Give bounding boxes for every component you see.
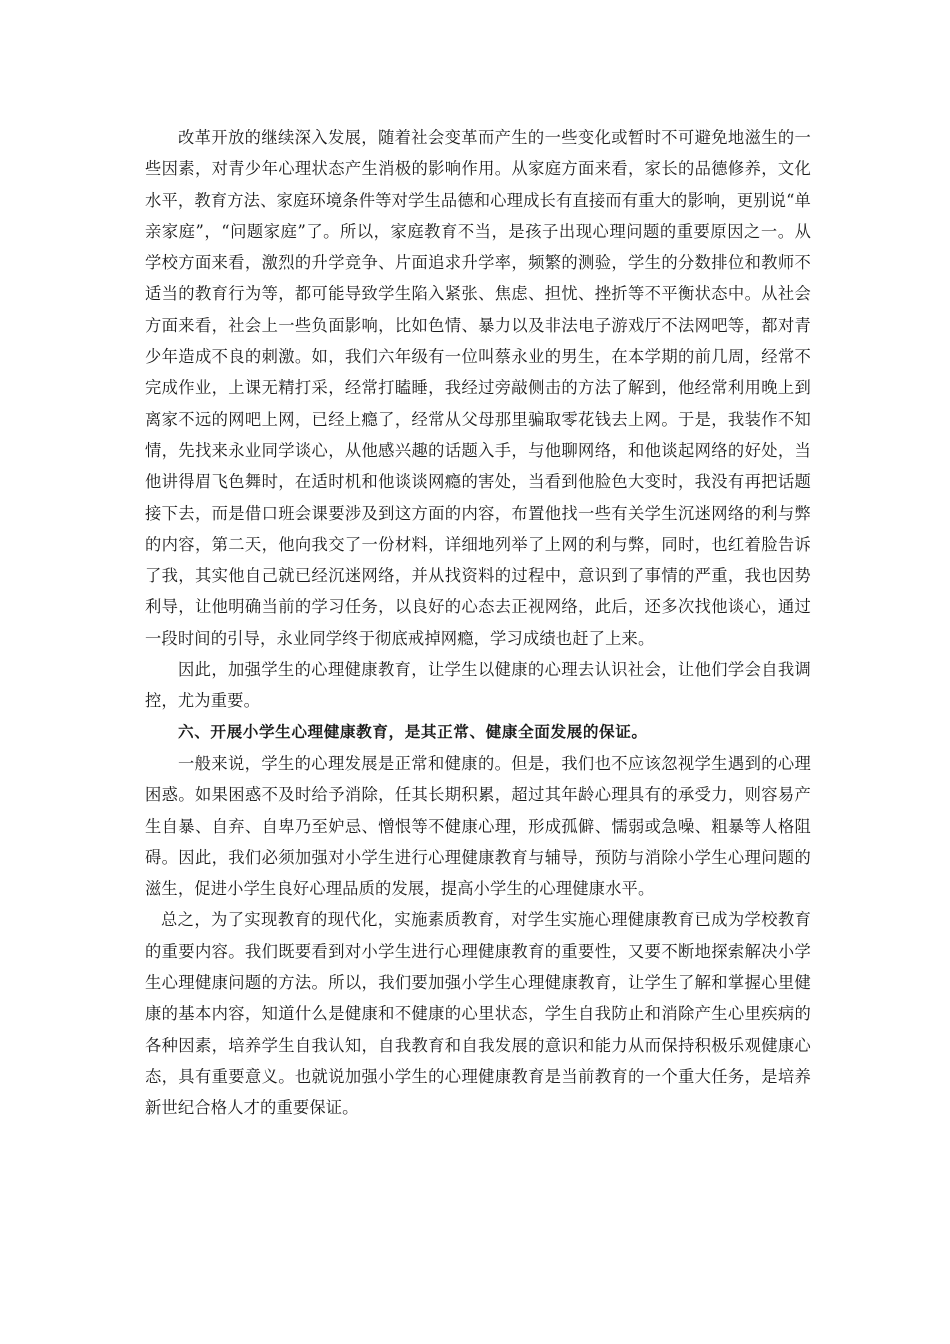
section-heading-six: 六、开展小学生心理健康教育，是其正常、健康全面发展的保证。 — [178, 722, 648, 741]
paragraph-generally-speaking: 一般来说，学生的心理发展是正常和健康的。但是，我们也不应该忽视学生遇到的心理困惑。如果困惑不及时给予消除，任其长期积累，超过其年龄心理具有的承受力，则容易产生自暴、自弃、自卑乃至妒忌、憎恨等不健康心理，形成孤僻、懦弱或急噪、粗暴等人格阻碍。因此，我们必须加强对小学生进行心理健康教育与辅导，预防与消除小学生心理问题的滋生，促进小学生良好心理品质的发展，提高小学生的心理健康水平。 — [145, 753, 811, 899]
paragraph-conclusion: 总之，为了实现教育的现代化，实施素质教育，对学生实施心理健康教育已成为学校教育的重要内容。我们既要看到对小学生进行心理健康教育的重要性，又要不断地探索解决小学生心理健康问题的方法。所以，我们要加强小学生心理健康教育，让学生了解和掌握心里健康的基本内容，知道什么是健康和不健康的心里状态，学生自我防止和消除产生心里疾病的各种因素，培养学生自我认知，自我教育和自我发展的意识和能力从而保持积极乐观健康心态，具有重要意义。也就说加强小学生的心理健康教育是当前教育的一个重大任务，是培养新世纪合格人才的重要保证。 — [145, 910, 811, 1118]
paragraph-family-school-society: 改革开放的继续深入发展，随着社会变革而产生的一些变化或暂时不可避免地滋生的一些因素，对青少年心理状态产生消极的影响作用。从家庭方面来看，家长的品德修养，文化水平，教育方法、家庭环境条件等对学生品德和心理成长有直接而有重大的影响，更别说“单亲家庭”，“问题家庭”了。所以，家庭教育不当，是孩子出现心理问题的重要原因之一。从学校方面来看，激烈的升学竞争、片面追求升学率，频繁的测验，学生的分数排位和教师不适当的教育行为等，都可能导致学生陷入紧张、焦虑、担忧、挫折等不平衡状态中。从社会方面来看，社会上一些负面影响，比如色情、暴力以及非法电子游戏厅不法网吧等，都对青少年造成不良的刺激。如，我们六年级有一位叫蔡永业的男生，在本学期的前几周，经常不完成作业，上课无精打采，经常打瞌睡，我经过旁敲侧击的方法了解到，他经常利用晚上到离家不远的网吧上网，已经上瘾了，经常从父母那里骗取零花钱去上网。于是，我装作不知情，先找来永业同学谈心，从他感兴趣的话题入手，与他聊网络，和他谈起网络的好处，当他讲得眉飞色舞时，在适时机和他谈谈网瘾的害处，当看到他脸色大变时，我没有再把话题接下去，而是借口班会课要涉及到这方面的内容，布置他找一些有关学生沉迷网络的利与弊的内容，第二天，他向我交了一份材料，详细地列举了上网的利与弊，同时，也红着脸告诉了我，其实他自己就已经沉迷网络，并从找资料的过程中，意识到了事情的严重，我也因势利导，让他明确当前的学习任务，以良好的心态去正视网络，此后，还多次找他谈心，通过一段时间的引导，永业同学终于彻底戒掉网瘾，学习成绩也赶了上来。 — [145, 128, 811, 648]
document-body — [145, 122, 811, 1124]
paragraph-therefore: 因此，加强学生的心理健康教育，让学生以健康的心理去认识社会，让他们学会自我调控，尤为重要。 — [145, 660, 811, 711]
